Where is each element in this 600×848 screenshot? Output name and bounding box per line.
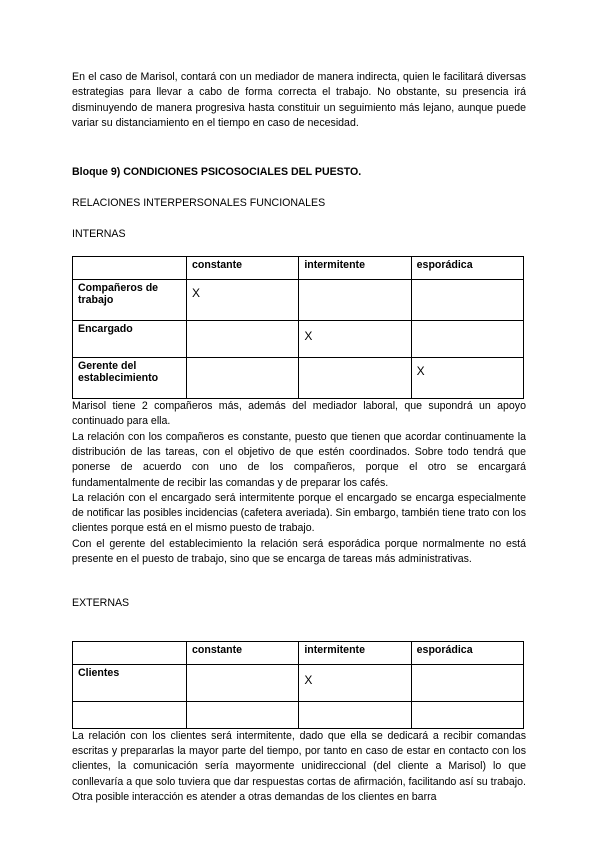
internas-label: INTERNAS [72,227,126,240]
internas-table [72,256,524,399]
cell-esporadica [411,321,523,358]
table-row [73,701,524,728]
cell-esporadica [411,701,523,728]
cell-constante [187,701,299,728]
internas-paragraph-1: Marisol tiene 2 compañeros más, además del mediador laboral, que supondrá un apoyo continuado para ella. [72,400,526,428]
header-cell-constante: constante [187,257,299,280]
section-title: RELACIONES INTERPERSONALES FUNCIONALES [72,197,326,210]
externas-paragraph-1: La relación con los clientes será intermitente, dado que ella se dedicará a recibir comandas escritas y prepararlas la mayor parte del tiempo, por tanto en caso de estar en contacto con los clientes, la comunicación sería mayormente unidireccional (del cliente a Marisol) lo que conllevaría a que solo tuviera que dar respuestas cortas de afirmación, facilitando así su trabajo. Otra posible interacción es atender a otras demandas de los clientes en barra [72,729,526,803]
internas-paragraph-4: Con el gerente del establecimiento la relación será esporádica porque normalmente no está presente en el puesto de trabajo, sino que se encarga de tareas más administrativas. [72,537,526,566]
table-row [73,321,524,358]
block-title: Bloque 9) CONDICIONES PSICOSOCIALES DEL PUESTO. [72,166,362,179]
cell-constante [187,664,299,701]
cell-intermitente [299,280,411,321]
intro-paragraph: En el caso de Marisol, contará con un mediador de manera indirecta, quien le facilitará diversas estrategias para llevar a cabo de forma correcta el trabajo. No obstante, su presencia irá disminuyendo de manera progresiva hasta constituir un seguimiento más lejano, aunque puede variar su distanciamiento en el tiempo en caso de necesidad. [72,71,526,129]
cell-esporadica [411,280,523,321]
cell-intermitente: X [299,321,411,358]
header-cell-constante: constante [187,641,299,664]
document-page [72,70,526,805]
header-cell-intermitente: intermitente [299,257,411,280]
cell-esporadica: X [411,358,523,399]
cell-constante [187,358,299,399]
cell-intermitente [299,358,411,399]
cell-constante [187,321,299,358]
cell-intermitente: X [299,664,411,701]
row-label [73,701,187,728]
table-row [73,280,524,321]
row-label: Compañeros de trabajo [73,280,187,321]
table-header-row [73,257,524,280]
cell-esporadica [411,664,523,701]
header-cell-intermitente: intermitente [299,641,411,664]
header-cell-empty [73,257,187,280]
externas-label: EXTERNAS [72,597,130,610]
header-cell-esporadica: esporádica [411,257,523,280]
header-cell-esporadica: esporádica [411,641,523,664]
cell-intermitente [299,701,411,728]
header-cell-empty [73,641,187,664]
internas-paragraph-3: La relación con el encargado será intermitente porque el encargado se encarga especialmente de notificar las posibles incidencias (cafetera averiada). Sin embargo, también tiene trato con los clientes porque está en el mismo puesto de trabajo. [72,491,526,535]
row-label: Gerente del establecimiento [73,358,187,399]
cell-constante: X [187,280,299,321]
externas-table [72,641,524,729]
table-header-row [73,641,524,664]
internas-paragraph-2: La relación con los compañeros es constante, puesto que tienen que acordar continuamente la distribución de las tareas, con el objetivo de que estén coordinados. Sobre todo tendrá que ponerse de acuerdo con uno de los compañeros, porque el otro se encargará fundamentalmente de recibir las comandas y de preparar los cafés. [72,430,526,489]
row-label: Clientes [73,664,187,701]
row-label: Encargado [73,321,187,358]
table-row [73,664,524,701]
table-row [73,358,524,399]
